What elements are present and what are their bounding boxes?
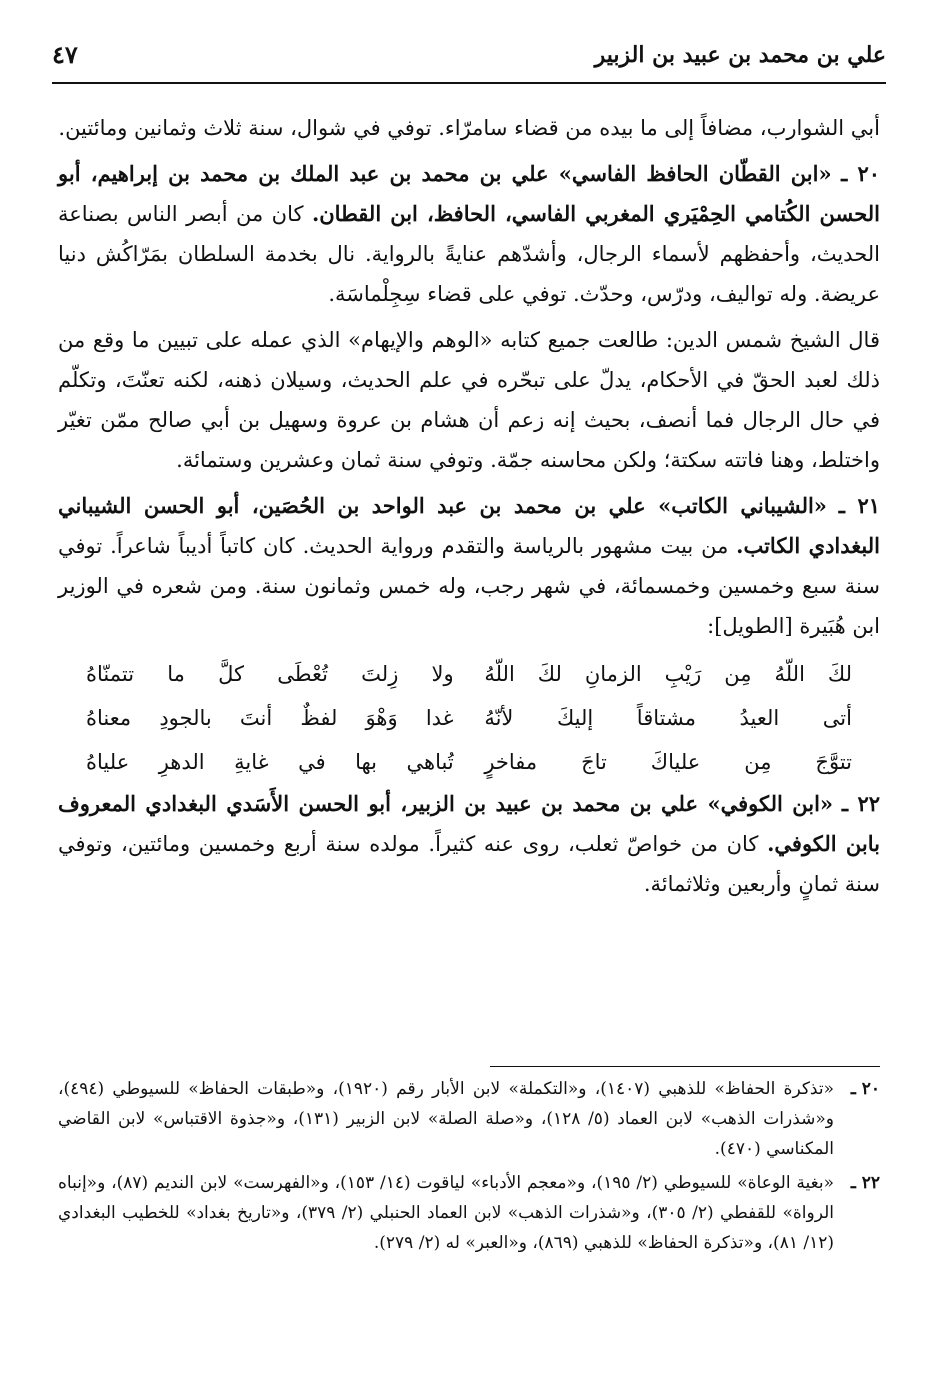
footnotes xyxy=(58,1074,880,1262)
footnote-text: «بغية الوعاة» للسيوطي (٢/ ١٩٥)، و«معجم الأدباء» لياقوت (١٤/ ١٥٣)، و«الفهرست» لابن النديم (٨٧)، و«إنباه الرواة» للقفطي (٢/ ٣٠٥)، و«شذرات الذهب» لابن العماد الحنبلي (٢/ ٣٧٩)، و«تاريخ بغداد» للخطيب البغدادي (١٢/ ٨١)، و«تذكرة الحفاظ» للذهبي (٨٦٩)، و«العبر» له (٢/ ٢٧٩). xyxy=(58,1173,834,1253)
entry-20-number: ٢٠ ـ xyxy=(841,161,880,186)
footnote-rule xyxy=(490,1066,880,1067)
footnote xyxy=(58,1168,880,1258)
entry-21-number: ٢١ ـ xyxy=(838,493,880,518)
verse-first-hemistich: أتى العيدُ مشتاقاً إليكَ لأنّهُ xyxy=(484,706,852,730)
running-title: علي بن محمد بن عبيد بن الزبير xyxy=(594,42,886,68)
verse-line xyxy=(58,740,880,784)
header-rule xyxy=(52,82,886,84)
page-header xyxy=(52,40,886,84)
paragraph-commentary: قال الشيخ شمس الدين: طالعت جميع كتابه «الوهم والإيهام» الذي عمله على تبيين ما وقع من ذلك لعبد الحقّ في الأحكام، يدلّ على تبحّره في علم الحديث، وسيلان ذهنه، لكنه تعنّتَ، وتكلّم في حال الرجال فما أنصف، بحيث إنه زعم أن هشام بن عروة وسهيل بن أبي صالح ممّن تغيّر واختلط، وهنا فاتته سكتة؛ ولكن محاسنه جمّة. وتوفي سنة ثمان وعشرين وستمائة. xyxy=(58,328,880,472)
entry-20-heading: «ابن القطّان الحافظ الفاسي» علي بن محمد بن عبد الملك بن محمد بن إبراهيم، أبو الحسن الكُتامي الحِمْيَري المغربي الفاسي، الحافظ، ابن القطان. xyxy=(58,161,880,226)
footnote-text: «تذكرة الحفاظ» للذهبي (١٤٠٧)، و«التكملة» لابن الأبار رقم (١٩٢٠)، و«طبقات الحفاظ» للسيوطي (٤٩٤)، و«شذرات الذهب» لابن العماد (٥/ ١٢٨)، و«صلة الصلة» لابن الزبير (١٣١)، و«جذوة الاقتباس» لابن القاضي المكناسي (٤٧٠). xyxy=(58,1079,834,1159)
entry-22-number: ٢٢ ـ xyxy=(841,791,880,816)
entry-22-heading: «ابن الكوفي» علي بن محمد بن عبيد بن الزبير، أبو الحسن الأَسَدي البغدادي المعروف بابن الكوفي. xyxy=(58,791,880,856)
main-text xyxy=(58,108,880,904)
paragraph-continuation: أبي الشوارب، مضافاً إلى ما بيده من قضاء سامرّاء. توفي في شوال، سنة ثلاث وثمانين ومائتين. xyxy=(58,116,880,140)
verse-second-hemistich: تُباهي بها في غايةِ الدهرِ علياهُ xyxy=(86,750,454,774)
entry-22 xyxy=(58,784,880,904)
verse-second-hemistich: غدا وَهْوَ لفظٌ أنتَ بالجودِ معناهُ xyxy=(86,706,454,730)
footnote-number: ٢٠ ـ xyxy=(850,1079,880,1099)
poem xyxy=(58,652,880,784)
footnote xyxy=(58,1074,880,1164)
footnote-number: ٢٢ ـ xyxy=(850,1173,880,1193)
entry-21-heading: «الشيباني الكاتب» علي بن محمد بن عبد الواحد بن الحُصَين، أبو الحسن الشيباني البغدادي الكاتب. xyxy=(58,493,880,558)
page-number: ٤٧ xyxy=(52,40,78,69)
entry-20-text: كان من أبصر الناس بصناعة الحديث، وأحفظهم لأسماء الرجال، وأشدّهم عنايةً بالرواية. نال بخدمة السلطان بمَرّاكُش دنيا عريضة. وله تواليف، ودرّس، وحدّث. توفي على قضاء سِجِلْماسَة. xyxy=(58,202,880,306)
entry-20 xyxy=(58,154,880,314)
entry-21-text: من بيت مشهور بالرياسة والتقدم ورواية الحديث. كان كاتباً أديباً شاعراً. توفي سنة سبع وخمسين وخمسمائة، في شهر رجب، وله خمس وثمانون سنة. ومن شعره في الوزير ابن هُبَيرة [الطويل]: xyxy=(58,534,880,638)
verse-line xyxy=(58,652,880,696)
verse-first-hemistich: لكَ اللّهُ مِن رَيْبِ الزمانِ لكَ اللّهُ xyxy=(484,662,852,686)
verse-second-hemistich: ولا زِلتَ تُعْطَى كلَّ ما تتمنّاهُ xyxy=(86,662,454,686)
entry-22-text: كان من خواصّ ثعلب، روى عنه كثيراً. مولده سنة أربع وخمسين ومائتين، وتوفي سنة ثمانٍ وأربعين وثلاثمائة. xyxy=(58,832,880,896)
entry-21 xyxy=(58,486,880,646)
verse-first-hemistich: تتوَّجَ مِن علياكَ تاجَ مفاخرٍ xyxy=(484,750,852,774)
verse-line xyxy=(58,696,880,740)
